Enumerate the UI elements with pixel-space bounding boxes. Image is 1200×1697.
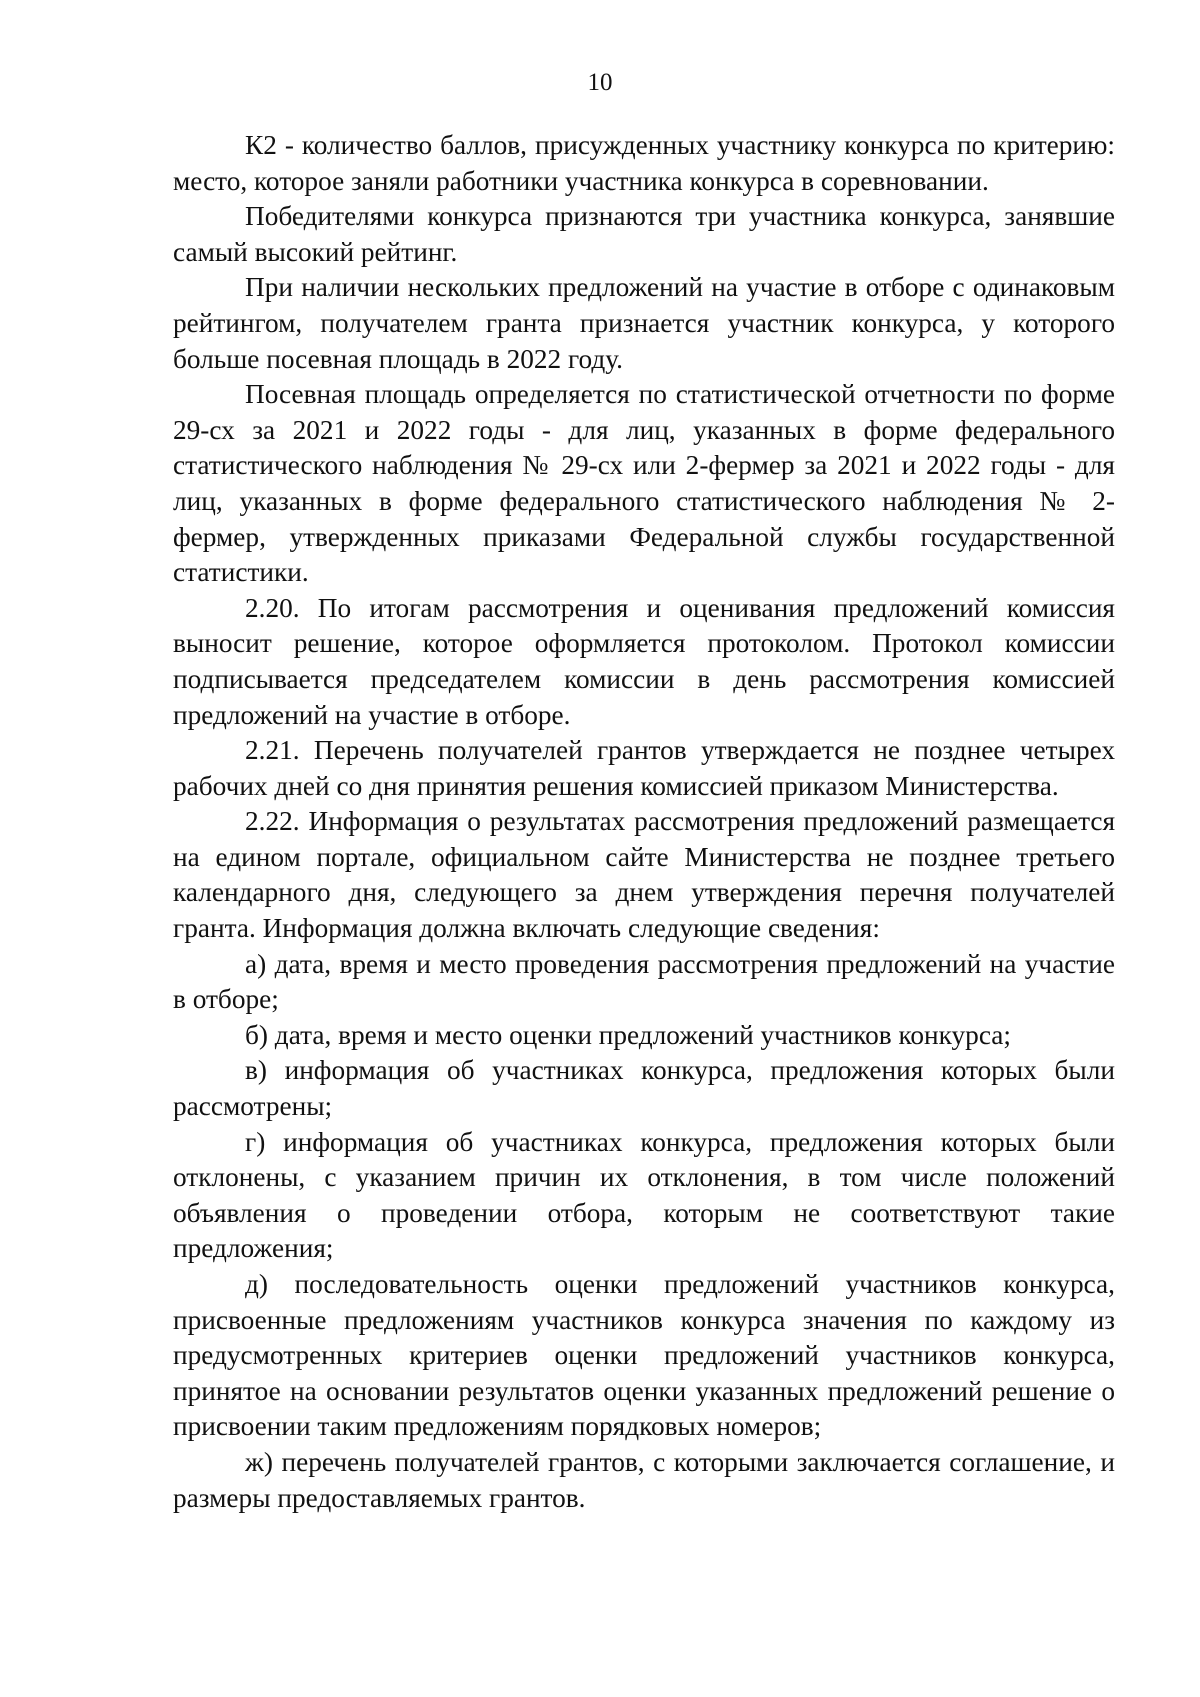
- paragraph-2-20: 2.20. По итогам рассмотрения и оценивания предложений комиссия выносит решение, которое оформляется протоколом. Протокол комиссии подписывается председателем комиссии в день рассмотрения комиссией предложений на участие в отборе.: [173, 592, 1115, 730]
- list-item-g: г) информация об участниках конкурса, предложения которых были отклонены, с указанием причин их отклонения, в том числе положений объявления о проведении отбора, которым не соответствуют такие предложения;: [173, 1126, 1115, 1264]
- list-item-zh: ж) перечень получателей грантов, с которыми заключается соглашение, и размеры предоставляемых грантов.: [173, 1446, 1115, 1513]
- list-item-a: а) дата, время и место проведения рассмотрения предложений на участие в отборе;: [173, 948, 1115, 1015]
- paragraph-2-21: 2.21. Перечень получателей грантов утверждается не позднее четырех рабочих дней со дня принятия решения комиссией приказом Министерства.: [173, 735, 1115, 801]
- paragraph-winners: Победителями конкурса признаются три участника конкурса, занявшие самый высокий рейтинг.: [173, 201, 1115, 267]
- list-item-d: д) последовательность оценки предложений участников конкурса, присвоенные предложениям участников конкурса значения по каждому из предусмотренных критериев оценки предложений участников конкурса, принятое на основании результатов оценки указанных предложений решение о присвоении таким предложениям порядковых номеров;: [173, 1269, 1115, 1442]
- paragraph-sown-area: Посевная площадь определяется по статистической отчетности по форме 29-сх за 2021 и 2022 годы - для лиц, указанных в форме федерального статистического наблюдения № 29-сх или 2-фермер за 2021 и 2022 годы - для лиц, указанных в форме федерального статистического наблюдения № 2-фермер, утвержденных приказами Федеральной службы государственной статистики.: [173, 379, 1115, 588]
- paragraph-k2-definition: К2 - количество баллов, присужденных участнику конкурса по критерию: место, которое заняли работники участника конкурса в соревновании.: [173, 130, 1115, 196]
- page-number: 10: [587, 69, 613, 96]
- list-item-v: в) информация об участниках конкурса, предложения которых были рассмотрены;: [173, 1055, 1115, 1122]
- list-item-b: б) дата, время и место оценки предложений участников конкурса;: [245, 1019, 1011, 1050]
- paragraph-equal-rating: При наличии нескольких предложений на участие в отборе с одинаковым рейтингом, получателем гранта признается участник конкурса, у которого больше посевная площадь в 2022 году.: [173, 272, 1115, 374]
- paragraph-2-22: 2.22. Информация о результатах рассмотрения предложений размещается на едином портале, официальном сайте Министерства не позднее третьего календарного дня, следующего за днем утверждения перечня получателей гранта. Информация должна включать следующие сведения:: [173, 806, 1115, 944]
- document-body: [173, 128, 1115, 1516]
